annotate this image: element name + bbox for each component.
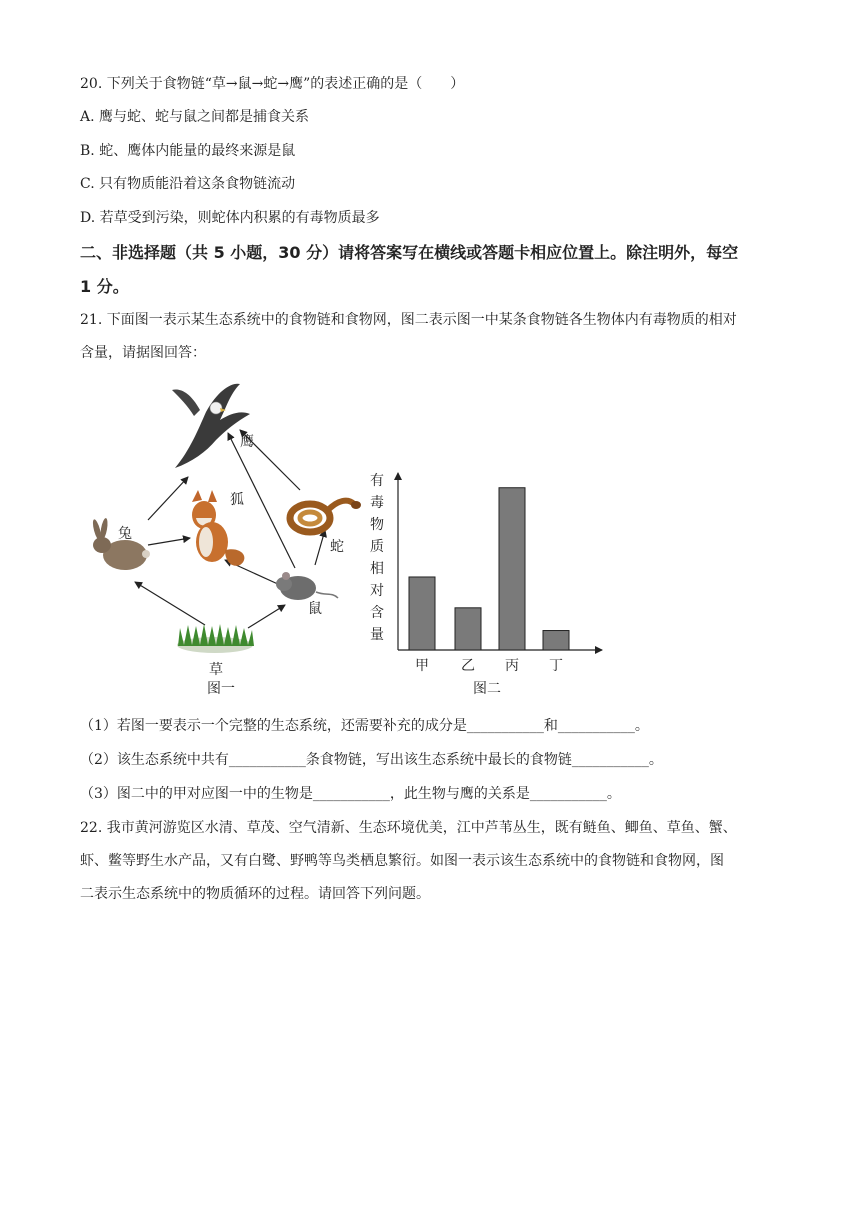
q20-option-a: A. 鹰与蛇、蛇与鼠之间都是捕食关系 [80, 109, 310, 125]
bar-4 [543, 631, 569, 650]
mouse-label: 鼠 [308, 601, 322, 617]
eagle-icon [172, 384, 250, 468]
bar-3 [499, 488, 525, 650]
eagle-label: 鹰 [240, 434, 254, 450]
x-tick-label-2: 乙 [461, 658, 475, 674]
x-tick-label-1: 甲 [415, 658, 429, 674]
figure-svg [80, 370, 620, 705]
rabbit-label: 兔 [118, 526, 132, 542]
y-axis-label-char: 量 [370, 627, 384, 643]
q20-option-c: C. 只有物质能沿着这条食物链流动 [80, 176, 296, 192]
q22-line2: 虾、鳖等野生水产品，又有白鹭、野鸭等鸟类栖息繁衍。如图一表示该生态系统中的食物链和食物网，图 [80, 853, 724, 869]
q21-sub2: （2）该生态系统中共有___________条食物链，写出该生态系统中最长的食物链___________。 [80, 752, 663, 768]
figure1-caption: 图一 [207, 681, 235, 697]
y-axis-label-char: 含 [370, 605, 384, 621]
q21-sub3: （3）图二中的甲对应图一中的生物是___________，此生物与鹰的关系是___________。 [80, 786, 621, 802]
grass-icon [177, 624, 254, 653]
food-web [91, 384, 361, 697]
x-tick-label-3: 丙 [505, 658, 519, 674]
mouse-icon [276, 572, 338, 600]
snake-label: 蛇 [330, 539, 344, 555]
q22-line3: 二表示生态系统中的物质循环的过程。请回答下列问题。 [80, 886, 430, 902]
section2-heading-line1: 二、非选择题（共 5 小题，30 分）请将答案写在横线或答题卡相应位置上。除注明外，每空 [80, 243, 739, 262]
bar-2 [455, 608, 481, 650]
q20-option-d: D. 若草受到污染，则蛇体内积累的有毒物质最多 [80, 210, 380, 226]
x-tick-label-4: 丁 [549, 658, 563, 674]
q22-line1: 22. 我市黄河游览区水清、草茂、空气清新、生态环境优美，江中芦苇丛生，既有鲢鱼、鲫鱼、草鱼、蟹、 [80, 820, 737, 836]
q21-stem-line2: 含量，请据图回答： [80, 345, 206, 361]
q20-option-b: B. 蛇、鹰体内能量的最终来源是鼠 [80, 143, 296, 159]
q21-stem-line1: 21. 下面图一表示某生态系统中的食物链和食物网，图二表示图一中某条食物链各生物体内有毒物质的相对 [80, 312, 737, 328]
y-axis-label-char: 物 [370, 517, 384, 533]
q21-figures [80, 370, 620, 705]
y-axis-label [370, 473, 384, 643]
figure2-caption: 图二 [473, 681, 501, 697]
q20-stem: 20. 下列关于食物链“草→鼠→蛇→鹰”的表述正确的是（ ） [80, 76, 465, 92]
section2-heading-line2: 1 分。 [80, 277, 129, 296]
y-axis-label-char: 质 [370, 539, 384, 555]
y-axis-label-char: 有 [370, 473, 384, 489]
bar-1 [409, 577, 435, 650]
snake-icon [290, 501, 361, 532]
q21-sub1: （1）若图一要表示一个完整的生态系统，还需要补充的成分是___________和___________。 [80, 718, 649, 734]
fox-label: 狐 [230, 492, 244, 508]
y-axis-label-char: 对 [370, 583, 384, 599]
grass-label: 草 [209, 662, 223, 678]
y-axis-label-char: 相 [370, 561, 384, 577]
toxin-bar-chart [370, 473, 602, 697]
y-axis-label-char: 毒 [370, 495, 384, 511]
